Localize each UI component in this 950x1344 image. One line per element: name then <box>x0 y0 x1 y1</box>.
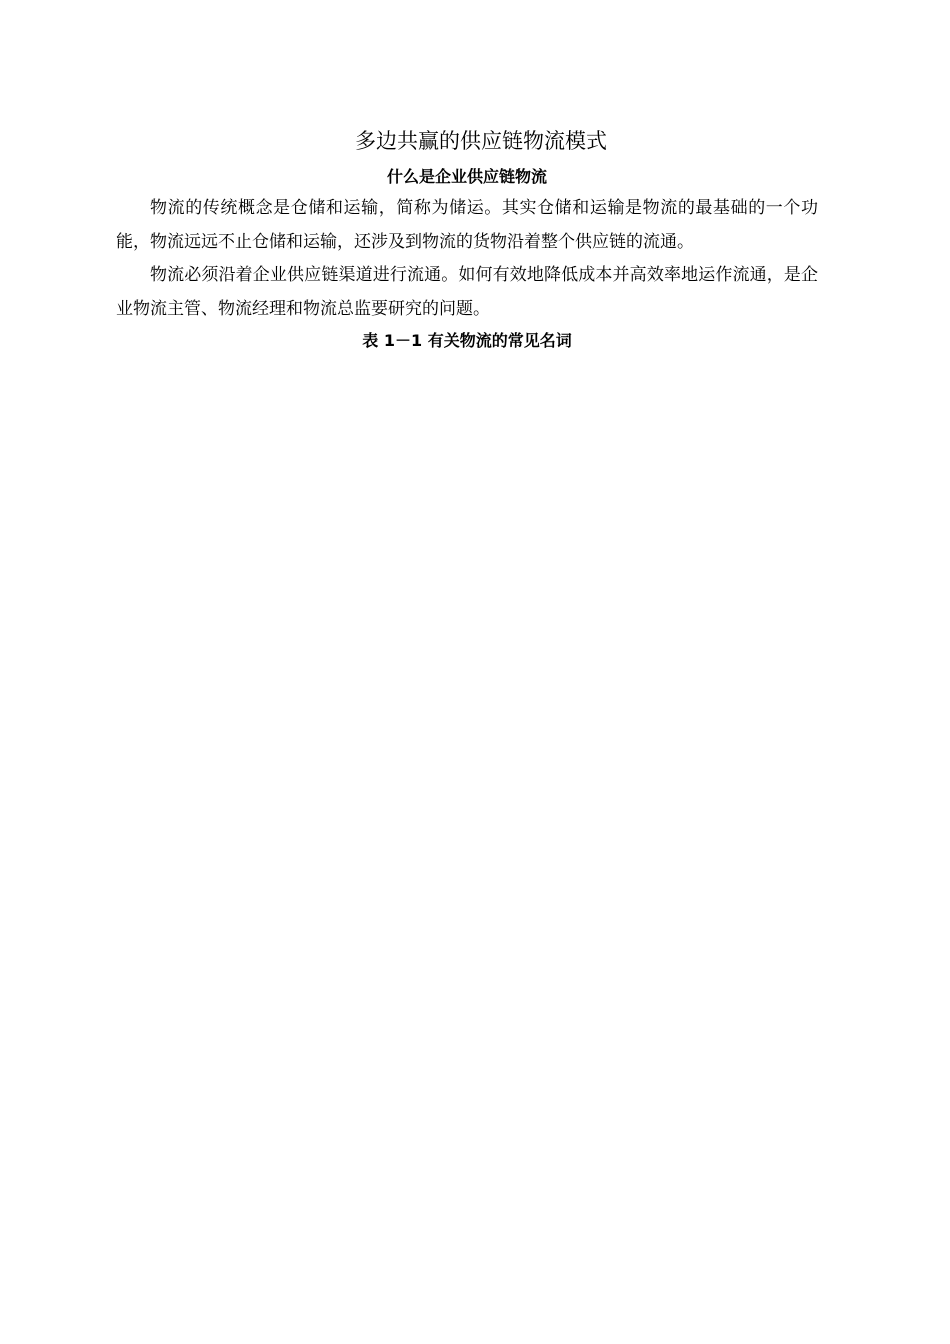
table-caption: 表 1－1 有关物流的常见名词 <box>362 331 572 350</box>
section-heading: 什么是企业供应链物流 <box>386 167 547 186</box>
document-body <box>116 120 818 356</box>
paragraph-2: 物流必须沿着企业供应链渠道进行流通。如何有效地降低成本并高效率地运作流通，是企业物流主管、物流经理和物流总监要研究的问题。 <box>116 265 818 319</box>
paragraph-1: 物流的传统概念是仓储和运输，简称为储运。其实仓储和运输是物流的最基础的一个功能，物流远远不止仓储和运输，还涉及到物流的货物沿着整个供应链的流通。 <box>116 198 818 252</box>
document-title: 多边共赢的供应链物流模式 <box>355 129 607 153</box>
